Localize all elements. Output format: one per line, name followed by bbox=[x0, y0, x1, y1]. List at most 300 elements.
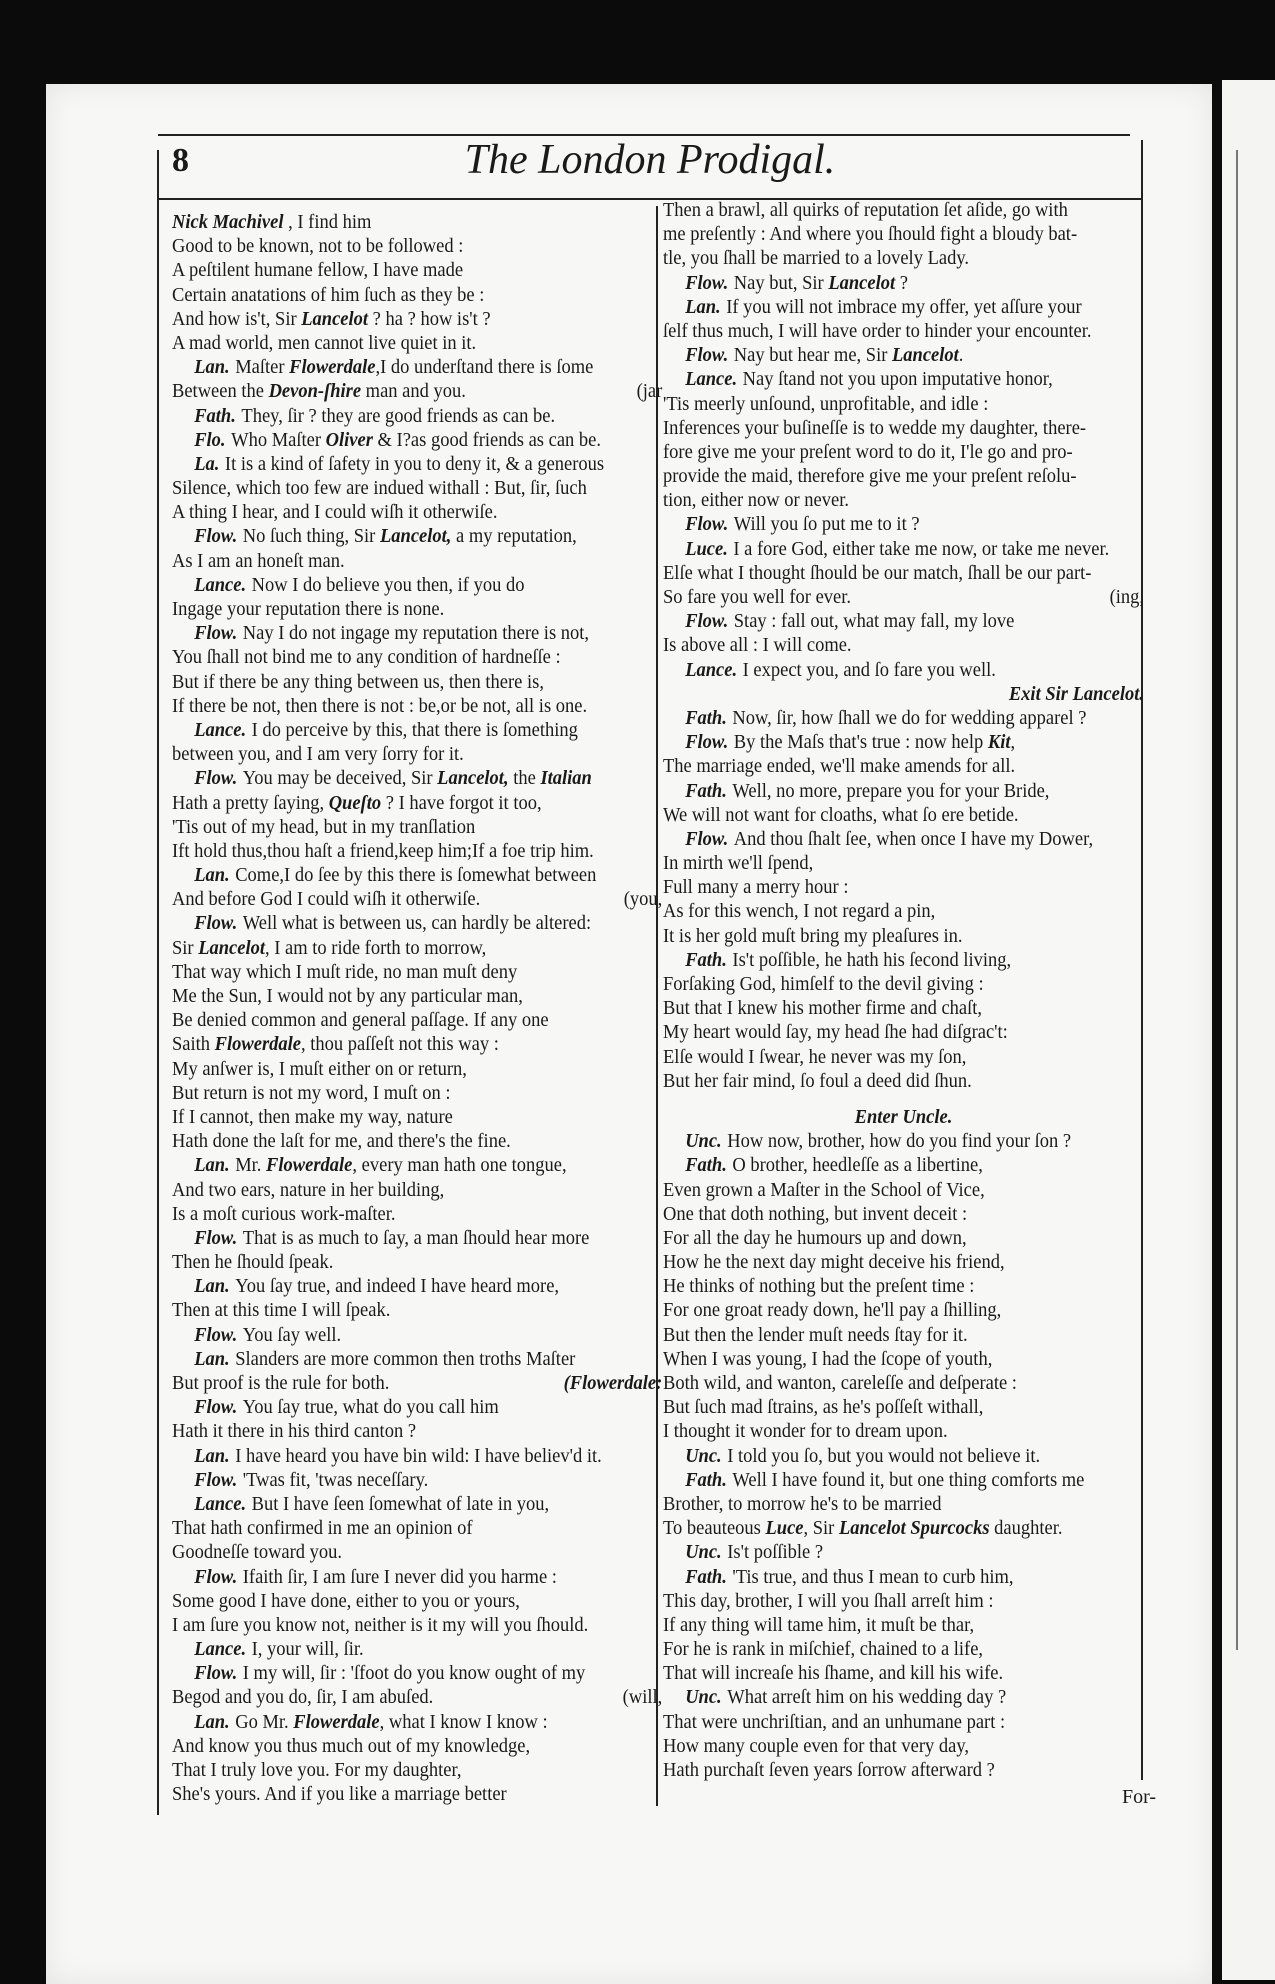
line-text: How now, brother, how do you find your ſon ? bbox=[727, 1130, 1072, 1153]
speaker-name: Flow. bbox=[685, 731, 729, 754]
line-text: You ſhall not bind me to any condition of hardneſſe : bbox=[172, 646, 561, 669]
line-text: A peſtilent humane fellow, I have made bbox=[172, 259, 464, 282]
text-line bbox=[663, 1274, 1144, 1298]
text-line bbox=[663, 754, 1144, 778]
text-line bbox=[172, 694, 662, 718]
speech-line bbox=[663, 1468, 1144, 1492]
text-line bbox=[172, 1178, 662, 1202]
line-text: It is her gold muſt bring my pleaſures in. bbox=[663, 924, 963, 947]
line-text: Between the bbox=[172, 380, 269, 403]
text-line bbox=[663, 1661, 1144, 1685]
line-text: tle, you ſhall be married to a lovely Lady. bbox=[663, 247, 970, 270]
line-text: In mirth we'll ſpend, bbox=[663, 852, 814, 875]
right-text-column bbox=[663, 198, 1144, 1782]
text-line bbox=[172, 283, 662, 307]
speech-line bbox=[172, 1468, 662, 1492]
speech-line bbox=[172, 1395, 662, 1419]
line-text: ,I do underſtand there is ſome bbox=[375, 356, 594, 379]
text-line bbox=[172, 1032, 662, 1056]
speech-line bbox=[172, 1444, 662, 1468]
speech-line bbox=[172, 1226, 662, 1250]
text-line bbox=[663, 392, 1144, 416]
italic-name: Lancelot bbox=[892, 344, 959, 367]
line-text: By the Maſs that's true : now help bbox=[733, 731, 988, 754]
line-text: fore give me your preſent word to do it, I'le go and pro- bbox=[663, 440, 1073, 463]
line-text: man and you. bbox=[361, 380, 466, 403]
stage-direction bbox=[663, 682, 1144, 706]
line-text: You may be deceived, Sir bbox=[242, 767, 438, 790]
text-line bbox=[663, 1045, 1144, 1069]
text-line bbox=[172, 1081, 662, 1105]
text-line bbox=[663, 972, 1144, 996]
speaker-name: Unc. bbox=[685, 1130, 722, 1153]
line-text: I told you ſo, but you would not believe it. bbox=[727, 1444, 1041, 1467]
text-line bbox=[663, 1734, 1144, 1758]
line-text: Ingage your reputation there is none. bbox=[172, 598, 445, 620]
text-line bbox=[172, 331, 662, 355]
line-text: ? I have forgot it too, bbox=[381, 791, 542, 814]
text-line bbox=[663, 464, 1144, 488]
line-text: Then at this time I will ſpeak. bbox=[172, 1299, 391, 1322]
line-text: Will you ſo put me to it ? bbox=[733, 513, 920, 536]
text-line bbox=[663, 924, 1144, 948]
text-line bbox=[172, 307, 662, 331]
speaker-name: Flow. bbox=[194, 767, 238, 790]
turnover-fragment: (Flowerdale: bbox=[563, 1372, 663, 1394]
line-text: , what I know I know : bbox=[379, 1710, 548, 1733]
text-line bbox=[663, 1069, 1144, 1093]
line-text: Nay but hear me, Sir bbox=[733, 344, 893, 367]
text-line bbox=[172, 258, 662, 282]
line-text: Me the Sun, I would not by any particular man, bbox=[172, 985, 523, 1007]
speech-line bbox=[172, 1565, 662, 1589]
line-text: between you, and I am very ſorry for it. bbox=[172, 743, 464, 766]
line-text: Well I have found it, but one thing comforts me bbox=[732, 1468, 1085, 1491]
speech-line bbox=[172, 524, 662, 548]
catchword: For- bbox=[1122, 1786, 1157, 1808]
text-line bbox=[663, 851, 1144, 875]
text-line bbox=[663, 222, 1144, 246]
speaker-name: Fath. bbox=[685, 1468, 727, 1491]
speaker-name: Flow. bbox=[194, 1226, 238, 1249]
speech-line bbox=[172, 766, 662, 790]
speech-line bbox=[663, 1444, 1144, 1468]
text-line bbox=[172, 815, 662, 839]
text-line bbox=[663, 996, 1144, 1020]
line-text: And thou ſhalt ſee, when once I have my Dower, bbox=[733, 827, 1094, 850]
speaker-name: Lance. bbox=[685, 368, 738, 391]
line-text: . bbox=[958, 344, 964, 367]
speaker-name: Fath. bbox=[685, 948, 727, 971]
line-text: tion, either now or never. bbox=[663, 489, 849, 512]
line-text: , I am to ride forth to morrow, bbox=[265, 936, 487, 959]
text-line bbox=[172, 1250, 662, 1274]
line-text: For he is rank in miſchief, chained to a life, bbox=[663, 1638, 984, 1661]
line-text: Brother, to morrow he's to be married bbox=[663, 1492, 942, 1515]
speaker-name: Fath. bbox=[194, 404, 236, 427]
speech-line bbox=[172, 1710, 662, 1734]
line-text: Exit Sir Lancelot. bbox=[1008, 682, 1144, 705]
speech-line bbox=[172, 911, 662, 935]
speaker-name: Fath. bbox=[685, 1154, 727, 1177]
speaker-name: Lan. bbox=[194, 356, 230, 379]
line-text: Nay but, Sir bbox=[733, 271, 829, 294]
line-text: That hath confirmed in me an opinion of bbox=[172, 1517, 473, 1540]
speaker-name: Flow. bbox=[685, 827, 729, 850]
line-text: Elſe what I thought ſhould be our match, ſhall be our part- bbox=[663, 561, 1092, 584]
text-line bbox=[172, 1202, 662, 1226]
line-text: If there be not, then there is not : be,or be not, all is one. bbox=[172, 694, 588, 717]
line-text: But proof is the rule for both. bbox=[172, 1372, 390, 1394]
line-text: Stay : fall out, what may fall, my love bbox=[733, 610, 1015, 633]
line-text: Nay I do not ingage my reputation there is not, bbox=[242, 622, 590, 645]
line-text: I my will, ſir : 'ſfoot do you know ought of my bbox=[242, 1662, 586, 1685]
line-text: ? ha ? how is't ? bbox=[368, 307, 491, 330]
line-text: , I find him bbox=[283, 211, 372, 233]
line-text: Full many a merry hour : bbox=[663, 876, 849, 899]
line-text: They, ſir ? they are good friends as can be. bbox=[241, 404, 556, 427]
line-text: Ifaith ſir, I am ſure I never did you harme : bbox=[242, 1565, 557, 1588]
italic-name: Nick Machivel bbox=[172, 211, 284, 233]
line-text: And before God I could wiſh it otherwiſe. bbox=[172, 888, 481, 911]
line-text: My heart would ſay, my head ſhe had diſgrac't: bbox=[663, 1021, 1008, 1044]
speaker-name: Lance. bbox=[194, 573, 247, 596]
speaker-name: Flow. bbox=[194, 1468, 238, 1491]
line-text: For all the day he humours up and down, bbox=[663, 1226, 967, 1249]
speaker-name: Lan. bbox=[194, 1347, 230, 1370]
line-text: Good to be known, not to be followed : bbox=[172, 235, 464, 258]
stage-direction bbox=[663, 1105, 1144, 1129]
line-text: And two ears, nature in her building, bbox=[172, 1178, 445, 1201]
text-line bbox=[172, 1589, 662, 1613]
text-line bbox=[663, 1347, 1144, 1371]
line-text: Now I do believe you then, if you do bbox=[251, 573, 525, 596]
line-text: I thought it wonder for to dream upon. bbox=[663, 1420, 948, 1443]
line-text: & I?as good friends as can be. bbox=[372, 428, 601, 451]
text-line bbox=[663, 1516, 1144, 1540]
speech-line bbox=[172, 1323, 662, 1347]
italic-name: Flowerdale bbox=[266, 1154, 353, 1177]
line-text: Both wild, and wanton, careleſſe and deſperate : bbox=[663, 1372, 1017, 1394]
line-text: Is above all : I will come. bbox=[663, 634, 852, 657]
line-text: As I am an honeſt man. bbox=[172, 549, 345, 572]
line-text: Is't poſſible, he hath his ſecond living, bbox=[732, 948, 1012, 971]
speech-line bbox=[663, 1685, 1144, 1709]
text-line bbox=[663, 1202, 1144, 1226]
line-text: But I have ſeen ſomewhat of late in you, bbox=[251, 1492, 550, 1515]
line-text: , bbox=[1010, 731, 1016, 754]
turnover-fragment: (ing, bbox=[1109, 586, 1144, 608]
line-text: Now, ſir, how ſhall we do for wedding apparel ? bbox=[732, 706, 1087, 729]
italic-name: Italian bbox=[540, 767, 592, 790]
line-text: Hath done the laſt for me, and there's the fine. bbox=[172, 1130, 511, 1153]
text-line bbox=[663, 1395, 1144, 1419]
line-text: But if there be any thing between us, then there is, bbox=[172, 670, 544, 693]
line-text: , every man hath one tongue, bbox=[352, 1154, 567, 1177]
line-text: My anſwer is, I muſt either on or return, bbox=[172, 1057, 467, 1080]
speech-line bbox=[172, 428, 662, 452]
line-text: Begod and you do, ſir, I am abuſed. bbox=[172, 1686, 434, 1709]
text-line bbox=[663, 1323, 1144, 1347]
line-text: a my reputation, bbox=[451, 525, 577, 548]
text-line bbox=[663, 246, 1144, 270]
speech-line bbox=[663, 1129, 1144, 1153]
speaker-name: Flow. bbox=[685, 344, 729, 367]
text-line bbox=[172, 1105, 662, 1129]
speaker-name: Lan. bbox=[194, 1154, 230, 1177]
line-text: You ſay well. bbox=[242, 1323, 342, 1346]
text-line bbox=[663, 1758, 1144, 1782]
speaker-name: Lance. bbox=[685, 658, 738, 681]
italic-name: Lancelot, bbox=[379, 525, 452, 548]
speaker-name: Flow. bbox=[194, 622, 238, 645]
speaker-name: Flow. bbox=[194, 1662, 238, 1685]
speech-line bbox=[663, 827, 1144, 851]
text-line bbox=[172, 1419, 662, 1443]
text-line bbox=[172, 1613, 662, 1637]
italic-name: Kit bbox=[987, 731, 1011, 754]
line-text: Hath it there in his third canton ? bbox=[172, 1420, 417, 1443]
text-line bbox=[172, 984, 662, 1008]
speech-line bbox=[663, 1565, 1144, 1589]
line-text: This day, brother, I will you ſhall arreſt him : bbox=[663, 1589, 994, 1612]
text-line bbox=[172, 476, 662, 500]
italic-name: Flowerdale bbox=[293, 1710, 380, 1733]
adjacent-page-edge bbox=[1222, 80, 1275, 1980]
text-line bbox=[172, 1685, 662, 1709]
text-line bbox=[172, 960, 662, 984]
speech-line bbox=[663, 1540, 1144, 1564]
speaker-name: Unc. bbox=[685, 1541, 722, 1564]
line-text: That way which I muſt ride, no man muſt deny bbox=[172, 960, 518, 983]
speech-line bbox=[663, 779, 1144, 803]
speech-line bbox=[663, 271, 1144, 295]
text-line bbox=[663, 1226, 1144, 1250]
speech-line bbox=[172, 573, 662, 597]
speaker-name: La. bbox=[194, 452, 220, 475]
text-line bbox=[172, 1516, 662, 1540]
text-line bbox=[663, 1637, 1144, 1661]
text-line bbox=[172, 645, 662, 669]
speech-line bbox=[172, 1661, 662, 1685]
text-line bbox=[172, 1371, 662, 1395]
text-line bbox=[663, 1710, 1144, 1734]
text-line bbox=[663, 198, 1144, 222]
italic-name: Flowerdale bbox=[289, 356, 376, 379]
text-line bbox=[663, 488, 1144, 512]
line-text: the bbox=[508, 767, 541, 790]
line-text: 'Tis meerly unſound, unprofitable, and idle : bbox=[663, 392, 989, 415]
speech-line bbox=[663, 537, 1144, 561]
line-text: That I truly love you. For my daughter, bbox=[172, 1759, 462, 1781]
line-text: Is a moſt curious work-maſter. bbox=[172, 1202, 396, 1225]
speech-line bbox=[172, 1274, 662, 1298]
line-text: You ſay true, and indeed I have heard more, bbox=[235, 1275, 560, 1298]
line-text: It is a kind of ſafety in you to deny it, & a generous bbox=[224, 452, 605, 475]
speaker-name: Flow. bbox=[194, 525, 238, 548]
speech-line bbox=[172, 1492, 662, 1516]
left-text-column bbox=[172, 210, 662, 1806]
speech-line bbox=[172, 863, 662, 887]
text-line bbox=[172, 936, 662, 960]
line-text: And know you thus much out of my knowledge, bbox=[172, 1734, 531, 1757]
italic-name: Lancelot Spurcocks bbox=[838, 1517, 990, 1540]
line-text: 'Tis out of my head, but in my tranſlation bbox=[172, 815, 476, 838]
italic-name: Lancelot bbox=[198, 936, 266, 959]
line-text: ? bbox=[895, 271, 908, 294]
text-line bbox=[663, 440, 1144, 464]
text-line bbox=[663, 1419, 1144, 1443]
text-line bbox=[172, 1782, 662, 1806]
line-text: Certain anatations of him ſuch as they be : bbox=[172, 283, 485, 306]
speech-line bbox=[172, 718, 662, 742]
line-text: Hath purchaſt ſeven years ſorrow afterward ? bbox=[663, 1759, 995, 1781]
text-line bbox=[172, 549, 662, 573]
line-text: If you will not imbrace my offer, yet aſſure your bbox=[726, 295, 1082, 318]
line-text: me preſently : And where you ſhould fight a bloudy bat- bbox=[663, 223, 1078, 246]
text-line bbox=[663, 585, 1144, 609]
line-text: Who Maſter bbox=[231, 428, 326, 451]
text-line bbox=[663, 561, 1144, 585]
speaker-name: Lan. bbox=[194, 864, 230, 887]
line-text: Then a brawl, all quirks of reputation ſet aſide, go with bbox=[663, 199, 1068, 221]
line-text: Mr. bbox=[235, 1154, 267, 1177]
text-line bbox=[663, 1298, 1144, 1322]
line-text: Maſter bbox=[235, 356, 290, 379]
line-text: Inferences your buſineſſe is to wedde my daughter, there- bbox=[663, 416, 1087, 439]
speech-line bbox=[663, 658, 1144, 682]
italic-name: Devon-ſhire bbox=[268, 380, 362, 403]
line-text: One that doth nothing, but invent deceit : bbox=[663, 1202, 968, 1225]
italic-name: Lancelot, bbox=[437, 767, 509, 790]
text-line bbox=[172, 597, 662, 621]
line-text: 'Tis true, and thus I mean to curb him, bbox=[732, 1565, 1014, 1588]
italic-name: Oliver bbox=[325, 428, 373, 451]
speaker-name: Unc. bbox=[685, 1444, 722, 1467]
speaker-name: Lan. bbox=[194, 1710, 230, 1733]
line-text: Well what is between us, can hardly be altered: bbox=[242, 912, 592, 935]
text-line bbox=[663, 875, 1144, 899]
text-line bbox=[172, 742, 662, 766]
text-line bbox=[663, 1371, 1144, 1395]
line-text: Forſaking God, himſelf to the devil giving : bbox=[663, 973, 984, 995]
line-text: I a fore God, either take me now, or take me never. bbox=[733, 537, 1110, 560]
line-text: , thou paſſeſt not this way : bbox=[301, 1033, 499, 1056]
text-line bbox=[663, 803, 1144, 827]
text-line bbox=[172, 1734, 662, 1758]
speech-line bbox=[172, 621, 662, 645]
text-line bbox=[663, 416, 1144, 440]
text-line bbox=[663, 1613, 1144, 1637]
line-text: Go Mr. bbox=[235, 1710, 294, 1733]
text-line bbox=[172, 1298, 662, 1322]
line-text: If I cannot, then make my way, nature bbox=[172, 1105, 453, 1128]
line-text: I expect you, and ſo fare you well. bbox=[742, 658, 996, 681]
line-text: Silence, which too few are indued withall : But, ſir, ſuch bbox=[172, 477, 587, 500]
line-text: No ſuch thing, Sir bbox=[242, 525, 380, 548]
speaker-name: Lan. bbox=[685, 295, 721, 318]
speech-line bbox=[172, 1153, 662, 1177]
adjacent-page-rule bbox=[1236, 150, 1238, 1650]
speaker-name: Fath. bbox=[685, 1565, 727, 1588]
line-text: Saith bbox=[172, 1033, 215, 1056]
line-text: Be denied common and general paſſage. If any one bbox=[172, 1009, 549, 1032]
line-text: ſelf thus much, I will have order to hinder your encounter. bbox=[663, 319, 1092, 342]
line-text: Come,I do ſee by this there is ſomewhat between bbox=[235, 864, 597, 887]
text-line bbox=[663, 1492, 1144, 1516]
line-text: But then the lender muſt needs ſtay for it. bbox=[663, 1323, 968, 1346]
speaker-name: Flow. bbox=[685, 513, 729, 536]
line-text: If any thing will tame him, it muſt be thar, bbox=[663, 1613, 975, 1636]
line-text: We will not want for cloaths, what ſo ere betide. bbox=[663, 803, 1019, 826]
speaker-name: Flow. bbox=[194, 1565, 238, 1588]
line-text: But ſuch mad ſtrains, as he's poſſeſt withall, bbox=[663, 1396, 984, 1419]
line-text: O brother, heedleſſe as a libertine, bbox=[732, 1154, 983, 1177]
speech-line bbox=[663, 706, 1144, 730]
turnover-fragment: (you, bbox=[623, 888, 663, 911]
text-line bbox=[172, 1758, 662, 1782]
speaker-name: Lance. bbox=[194, 718, 247, 741]
line-text: , Sir bbox=[803, 1517, 839, 1540]
text-line bbox=[663, 1020, 1144, 1044]
line-text: I, your will, ſir. bbox=[251, 1638, 364, 1661]
text-line bbox=[172, 791, 662, 815]
italic-name: Luce bbox=[765, 1517, 804, 1540]
line-text: That will increaſe his ſhame, and kill his wife. bbox=[663, 1662, 1004, 1685]
speaker-name: Lance. bbox=[194, 1638, 247, 1661]
speaker-name: Flow. bbox=[194, 1323, 238, 1346]
line-text: Hath a pretty ſaying, bbox=[172, 791, 329, 814]
line-text: Then he ſhould ſpeak. bbox=[172, 1251, 334, 1274]
line-text: A thing I hear, and I could wiſh it otherwiſe. bbox=[172, 501, 498, 524]
speech-line bbox=[663, 343, 1144, 367]
text-line bbox=[172, 1008, 662, 1032]
speaker-name: Flow. bbox=[685, 610, 729, 633]
line-text: How he the next day might deceive his friend, bbox=[663, 1251, 1005, 1274]
line-text: I am ſure you know not, neither is it my will you ſhould. bbox=[172, 1613, 589, 1636]
line-text: I have heard you have bin wild: I have believ'd it. bbox=[235, 1444, 602, 1467]
speaker-name: Lan. bbox=[194, 1275, 230, 1298]
speaker-name: Unc. bbox=[685, 1686, 722, 1709]
text-line bbox=[172, 1057, 662, 1081]
speech-line bbox=[663, 948, 1144, 972]
line-text: Even grown a Maſter in the School of Vice, bbox=[663, 1178, 985, 1201]
text-line bbox=[663, 899, 1144, 923]
line-text: Sir bbox=[172, 936, 199, 959]
line-text: And how is't, Sir bbox=[172, 307, 302, 330]
speech-line bbox=[663, 609, 1144, 633]
speech-line bbox=[172, 355, 662, 379]
line-text: Some good I have done, either to you or yours, bbox=[172, 1589, 520, 1612]
text-line bbox=[172, 500, 662, 524]
line-text: You ſay true, what do you call him bbox=[242, 1396, 499, 1419]
line-text: Elſe would I ſwear, he never was my ſon, bbox=[663, 1045, 967, 1068]
speaker-name: Fath. bbox=[685, 779, 727, 802]
text-line bbox=[172, 379, 662, 403]
text-line bbox=[172, 1129, 662, 1153]
text-line bbox=[172, 210, 662, 234]
text-line bbox=[663, 1250, 1144, 1274]
speaker-name: Flow. bbox=[685, 271, 729, 294]
line-text: As for this wench, I not regard a pin, bbox=[663, 900, 936, 923]
speaker-name: Flow. bbox=[194, 912, 238, 935]
line-text: So fare you well for ever. bbox=[663, 586, 852, 608]
text-line bbox=[172, 839, 662, 863]
line-text: Ift hold thus,thou haſt a friend,keep him;If a foe trip him. bbox=[172, 839, 594, 862]
speaker-name: Flow. bbox=[194, 1396, 238, 1419]
speech-line bbox=[663, 295, 1144, 319]
speech-line bbox=[663, 730, 1144, 754]
